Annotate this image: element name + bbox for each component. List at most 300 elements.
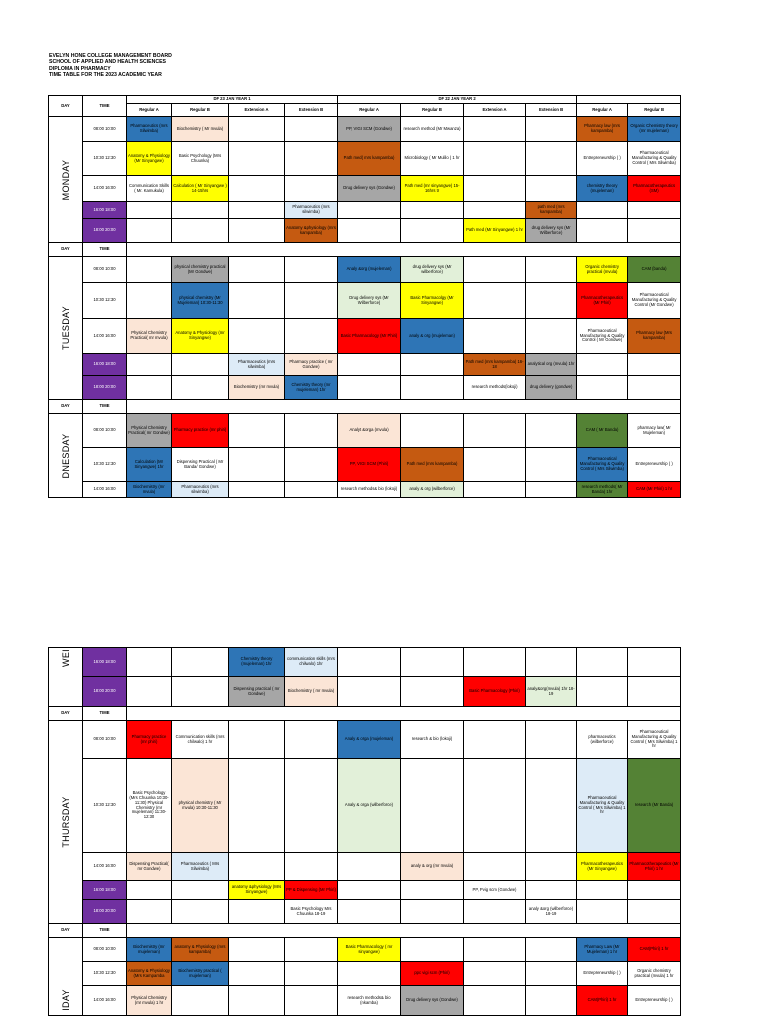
timetable-cell <box>526 482 577 498</box>
timetable-cell: Dispensing practical ( mr Gondwe) <box>229 677 285 707</box>
table-row <box>49 414 681 448</box>
timetable-cell: physical chemistry practical (Mr Gondwe) <box>172 257 229 283</box>
timetable-cell: Pharmacotherapeutics (Mr Phiri) <box>577 283 628 319</box>
timetable-cell: Pharmacotherapeutics (SM) <box>628 176 681 202</box>
timetable-page-2 <box>48 647 681 1016</box>
timetable-cell <box>464 721 526 759</box>
section-divider <box>127 924 681 938</box>
timetable-cell: Analy &org (mujeleman) <box>338 257 401 283</box>
timetable-cell <box>464 900 526 924</box>
timetable-cell <box>628 900 681 924</box>
timetable-cell: Path med (mrs kampamba) 16-18 <box>464 354 526 376</box>
timetable-cell: ppc vigi scm (Phiri) <box>401 962 464 986</box>
timetable-cell <box>229 117 285 142</box>
time-slot: 08:00 10:00 <box>83 117 127 142</box>
table-row <box>49 900 681 924</box>
timetable-cell: Basic Psychology Mrs Chuunka 18-19 <box>285 900 338 924</box>
time-header: TIME <box>83 96 127 117</box>
timetable-cell: chemistry theory (mujeleman) <box>577 176 628 202</box>
timetable-cell: analytical org (mvula) 1hr <box>526 354 577 376</box>
timetable-cell: research methods( Mr Banda) 1hr <box>577 482 628 498</box>
timetable-cell: Pharmacy law (mrs kampamba) <box>577 117 628 142</box>
timetable-cell: Pharmacy practice (mr phiri) <box>127 721 172 759</box>
time-slot: 18:00 20:00 <box>83 376 127 400</box>
timetable-cell <box>401 219 464 243</box>
timetable-cell <box>338 900 401 924</box>
col-regular-a: Regular A <box>577 104 628 117</box>
timetable-cell <box>401 881 464 900</box>
timetable-cell <box>285 117 338 142</box>
timetable-cell: Biochemistry (mr mvula) <box>229 376 285 400</box>
timetable-cell: research methods(lokoji) <box>464 376 526 400</box>
timetable-cell <box>285 482 338 498</box>
col-extension-a: Extension A <box>229 104 285 117</box>
timetable-cell <box>285 448 338 482</box>
timetable-cell <box>229 853 285 881</box>
timetable-cell <box>285 319 338 354</box>
timetable-cell <box>338 853 401 881</box>
time-header: TIME <box>83 243 127 257</box>
timetable-cell <box>464 176 526 202</box>
section-divider <box>127 243 681 257</box>
timetable-cell: Calculation ( Mr Sinyangwe ) 14-15hrs <box>172 176 229 202</box>
col-regular-b: Regular B <box>628 104 681 117</box>
timetable-cell <box>526 283 577 319</box>
time-slot: 18:00 20:00 <box>83 900 127 924</box>
timetable-cell <box>285 853 338 881</box>
timetable-cell: PP, VIGI SCM (Phiri) <box>338 448 401 482</box>
day-label-friday: IDAY <box>49 938 83 1016</box>
timetable-cell: Pharmaceutical Manufacturing & Quality Control (Mr Gondwe) <box>628 283 681 319</box>
timetable-cell: Pharmaceutics ( Mrs Silwimba) <box>172 853 229 881</box>
col-regular-b: Regular B <box>172 104 229 117</box>
time-slot: 14:00 16:00 <box>83 482 127 498</box>
table-row <box>49 219 681 243</box>
time-slot: 18:00 20:00 <box>83 219 127 243</box>
timetable-cell: Pharmacy Law (Mr Mujeleman) 1 hr <box>577 938 628 962</box>
table-row <box>49 142 681 176</box>
timetable-cell <box>526 759 577 853</box>
timetable-cell: pharmacy law( Mr Mujeleman) <box>628 414 681 448</box>
timetable-cell: CAM (Mr Phiri) 1 hr <box>628 482 681 498</box>
timetable-cell <box>229 721 285 759</box>
timetable-cell <box>229 962 285 986</box>
time-slot: 18:00 20:00 <box>83 677 127 707</box>
timetable-cell: Pharmaceutical Manufacturing & Quality Control ( Mrs Silwimba) 1 hr <box>577 759 628 853</box>
timetable-cell <box>172 354 229 376</box>
timetable-cell: Physical Chemistry Practical( mr mvula) <box>127 319 172 354</box>
timetable-cell <box>464 319 526 354</box>
group-year2-header: DF 22 JAN YEAR 2 <box>338 96 577 104</box>
timetable-cell: Entrepreneurship ( ) <box>628 986 681 1016</box>
timetable-cell: Biochemistry ( mr mvula) <box>285 677 338 707</box>
time-slot: 16:00 18:00 <box>83 354 127 376</box>
timetable-cell: analy &org (wilberforce) 18-19 <box>526 900 577 924</box>
timetable-cell <box>526 986 577 1016</box>
table-row <box>49 759 681 853</box>
timetable-cell <box>526 414 577 448</box>
timetable-cell <box>229 938 285 962</box>
table-row <box>49 721 681 759</box>
col-extension-b: Extension B <box>285 104 338 117</box>
timetable-cell <box>172 202 229 219</box>
timetable-cell <box>229 414 285 448</box>
timetable-cell <box>628 219 681 243</box>
timetable-cell <box>628 354 681 376</box>
timetable-cell: Microbiology ( Mr Mulilo ) 1 hr <box>401 142 464 176</box>
timetable-cell: communication skills (mrs chilwalo) 1hr <box>285 648 338 677</box>
timetable-cell: Basic Psychology (Mrs Chuunka 10:30-11:30) Physical Chemistry (mr mujeleman) 11:30-12:30 <box>127 759 172 853</box>
day-label-wednesday-cont: WEI <box>49 648 83 707</box>
timetable-cell <box>628 677 681 707</box>
header-line-2: SCHOOL OF APPLIED AND HEALTH SCIENCES <box>49 59 167 66</box>
timetable-cell <box>285 986 338 1016</box>
timetable-cell <box>285 414 338 448</box>
timetable-cell <box>338 648 401 677</box>
timetable-cell: Pharmaceutics (mrs silwimba) <box>285 202 338 219</box>
timetable-cell <box>229 142 285 176</box>
timetable-cell: Pharmaceutical Manufacturing & Quality Control ( Mrs Silwimba) 1 hr <box>628 721 681 759</box>
timetable-cell <box>464 448 526 482</box>
timetable-cell: Entrepreneurship ( ) <box>577 142 628 176</box>
timetable-cell <box>172 376 229 400</box>
timetable-cell: Analy & orga (wilberforce) <box>338 759 401 853</box>
timetable-cell <box>526 448 577 482</box>
timetable-cell: research method (Mr Mwanza) <box>401 117 464 142</box>
timetable-cell <box>127 354 172 376</box>
timetable-cell: CAM(Phiri) 1 hr <box>628 938 681 962</box>
timetable-cell <box>526 117 577 142</box>
time-slot: 14:00 16:00 <box>83 853 127 881</box>
section-divider <box>127 707 681 721</box>
group-extra-header <box>577 96 681 104</box>
timetable-cell: Communication skills (mrs chilwalo) 1 hr <box>172 721 229 759</box>
timetable-cell: Path med (mr sinyangwe) 15-16hrs tr <box>401 176 464 202</box>
timetable-cell <box>285 759 338 853</box>
document-header <box>49 53 172 78</box>
timetable-cell <box>229 986 285 1016</box>
timetable-cell <box>229 319 285 354</box>
timetable-cell: Chemistry theory (mr mujeleman) 1hr <box>285 376 338 400</box>
time-slot: 08:00 10:00 <box>83 938 127 962</box>
time-slot: 14:00 16:00 <box>83 319 127 354</box>
day-label-thursday: THURSDAY <box>49 721 83 924</box>
timetable-cell <box>127 677 172 707</box>
timetable-cell: Basic Pharmacology ( mr sinyangwe) <box>338 938 401 962</box>
timetable-cell: anatomy &physiology (Mrs Sinyangwe) <box>229 881 285 900</box>
timetable-cell: Physical Chemistry Practical( mr Gondwe) <box>127 414 172 448</box>
timetable-cell: CAM (banda) <box>628 257 681 283</box>
timetable-cell: PP, Pvig scm (Gondwe) <box>464 881 526 900</box>
timetable-cell <box>127 283 172 319</box>
timetable-cell <box>127 376 172 400</box>
timetable-cell: Organic Chemistry theory (mr mujeleman) <box>628 117 681 142</box>
timetable-cell <box>464 257 526 283</box>
timetable-cell <box>401 202 464 219</box>
timetable-cell: pharmaceutics (wilberforce) <box>577 721 628 759</box>
table-row <box>49 202 681 219</box>
timetable-cell <box>285 938 338 962</box>
timetable-cell: CAM ( Mr Banda) <box>577 414 628 448</box>
timetable-cell: Basic Psychology (Mrs Chuunka) <box>172 142 229 176</box>
time-slot: 16:00 18:00 <box>83 202 127 219</box>
timetable-cell: Organic chemistry practical (mvula) <box>577 257 628 283</box>
timetable-cell <box>577 881 628 900</box>
header-line-1: EVELYN HONE COLLEGE MANAGEMENT BOARD <box>49 53 172 59</box>
timetable-cell <box>401 677 464 707</box>
timetable-cell <box>577 202 628 219</box>
timetable-cell <box>229 283 285 319</box>
time-slot: 16:00 18:00 <box>83 648 127 677</box>
timetable-cell <box>172 648 229 677</box>
timetable-cell: physical chemistry (Mr Mujeleman) 10:30-11:30 <box>172 283 229 319</box>
timetable-cell: physical chemistry ( Mr mvula) 10:30-11:30 <box>172 759 229 853</box>
timetable-cell <box>229 257 285 283</box>
time-slot: 10:30 12:30 <box>83 142 127 176</box>
timetable-cell <box>338 677 401 707</box>
col-regular-a: Regular A <box>338 104 401 117</box>
timetable-cell <box>285 962 338 986</box>
timetable-cell: Analyt &orga (mvula) <box>338 414 401 448</box>
timetable-cell <box>526 962 577 986</box>
timetable-cell <box>526 721 577 759</box>
timetable-cell <box>285 257 338 283</box>
timetable-cell <box>526 176 577 202</box>
timetable-cell <box>577 219 628 243</box>
table-row <box>49 962 681 986</box>
timetable-cell: Pharmacy practice (mr phiri) <box>172 414 229 448</box>
timetable-cell: Path med( mrs kampamba) <box>338 142 401 176</box>
timetable-cell <box>628 881 681 900</box>
timetable-cell: Physical Chemistry (mr mvula) 1 hr <box>127 986 172 1016</box>
timetable-cell <box>464 962 526 986</box>
timetable-cell <box>172 900 229 924</box>
day-label-tuesday: TUESDAY <box>49 257 83 400</box>
time-slot: 16:00 18:00 <box>83 881 127 900</box>
table-row <box>49 283 681 319</box>
timetable-cell <box>229 482 285 498</box>
timetable-cell <box>285 283 338 319</box>
col-regular-b: Regular B <box>401 104 464 117</box>
timetable-cell: Calculation (Mr Sinyangwe) 1hr <box>127 448 172 482</box>
table-row <box>49 986 681 1016</box>
timetable-cell <box>285 176 338 202</box>
time-header: TIME <box>83 707 127 721</box>
timetable-cell <box>229 900 285 924</box>
timetable-cell <box>464 648 526 677</box>
timetable-cell <box>526 938 577 962</box>
time-slot: 10:30 12:30 <box>83 448 127 482</box>
timetable-cell: Basic Pharmacolgy (Mr Sinyangwe) <box>401 283 464 319</box>
timetable-cell <box>526 142 577 176</box>
table-row <box>49 648 681 677</box>
timetable-cell <box>526 853 577 881</box>
timetable-cell <box>338 202 401 219</box>
timetable-cell <box>127 900 172 924</box>
timetable-cell: Organic chemistry practical (mvula) 1 hr <box>628 962 681 986</box>
group-year1-header: DF 23 JAN YEAR 1 <box>127 96 338 104</box>
timetable-cell <box>577 900 628 924</box>
day-header: DAY <box>49 924 83 938</box>
table-row <box>49 176 681 202</box>
timetable-cell: Chemistry theory (mujeleman) 1hr <box>229 648 285 677</box>
day-header: DAY <box>49 707 83 721</box>
timetable-cell: anatomy & Physiology (mrs kampamba) <box>172 938 229 962</box>
timetable-cell: analy&org(mvula) 1hr 18-19 <box>526 677 577 707</box>
time-slot: 10:30 12:30 <box>83 962 127 986</box>
timetable-cell: Pharmaceutical Manufacturing & Quality Control ( Mr Gondwe) <box>577 319 628 354</box>
table-row <box>49 881 681 900</box>
timetable-cell <box>401 354 464 376</box>
timetable-cell <box>464 759 526 853</box>
timetable-cell: Biochemistry (mr mujeleman) <box>127 938 172 962</box>
timetable-cell: Basic Pharmacology (Phiri) <box>464 677 526 707</box>
time-slot: 08:00 10:00 <box>83 414 127 448</box>
timetable-cell <box>464 986 526 1016</box>
timetable-cell <box>464 414 526 448</box>
table-row <box>49 448 681 482</box>
timetable-cell: Pharmaceutical Manufacturing & Quality Control ( Mrs Silwimba) <box>577 448 628 482</box>
timetable-cell <box>285 721 338 759</box>
timetable-cell: analy & org (mujeleman) <box>401 319 464 354</box>
timetable-cell: Pharmaceutical Manufacturing & Quality Control ( Mrs Silwimba) <box>628 142 681 176</box>
timetable-cell <box>229 219 285 243</box>
timetable-cell: Pharmacy law (Mrs kampamba) <box>628 319 681 354</box>
time-slot: 10:30 12:30 <box>83 759 127 853</box>
timetable-cell <box>628 648 681 677</box>
time-slot: 14:00 16:00 <box>83 986 127 1016</box>
time-header: TIME <box>83 924 127 938</box>
timetable-cell: drug delivery sys (Mr wilberforce) <box>401 257 464 283</box>
timetable-cell <box>577 648 628 677</box>
header-line-3: DIPLOMA IN PHARMACY <box>49 65 111 72</box>
timetable-cell <box>464 117 526 142</box>
section-divider <box>127 400 681 414</box>
timetable-cell <box>229 759 285 853</box>
day-label-monday: MONDAY <box>49 117 83 243</box>
table-row <box>49 117 681 142</box>
table-row <box>49 376 681 400</box>
timetable-cell: research & bio (lokoji) <box>401 721 464 759</box>
timetable-cell <box>526 648 577 677</box>
timetable-cell <box>577 354 628 376</box>
timetable-cell <box>338 962 401 986</box>
timetable-cell <box>577 677 628 707</box>
timetable-cell <box>127 648 172 677</box>
timetable-cell <box>127 257 172 283</box>
timetable-cell <box>401 938 464 962</box>
timetable-cell <box>285 142 338 176</box>
time-slot: 14:00 16:00 <box>83 176 127 202</box>
time-header: TIME <box>83 400 127 414</box>
timetable-cell <box>172 881 229 900</box>
timetable-cell: Analy & orga (mujeleman) <box>338 721 401 759</box>
time-slot: 08:00 10:00 <box>83 721 127 759</box>
timetable-cell <box>577 376 628 400</box>
timetable-cell: Anatomy & Physiology (mr Sinyangwe) <box>172 319 229 354</box>
timetable-cell <box>401 376 464 400</box>
timetable-cell: Dispensing Practical ( Mr Banda/ Gondwe) <box>172 448 229 482</box>
table-row <box>49 677 681 707</box>
day-header: DAY <box>49 243 83 257</box>
col-extension-b: Extension B <box>526 104 577 117</box>
timetable-cell <box>628 376 681 400</box>
time-slot: 10:30 12:30 <box>83 283 127 319</box>
timetable-cell <box>526 881 577 900</box>
timetable-cell: Basic Pharmacology (Mr Phiri) <box>338 319 401 354</box>
timetable-cell <box>401 414 464 448</box>
timetable-cell: Anatomy & Physiology (Mrs Kampamba <box>127 962 172 986</box>
col-extension-a: Extension A <box>464 104 526 117</box>
timetable-cell: drug delivery (gondwe) <box>526 376 577 400</box>
timetable-cell <box>628 202 681 219</box>
timetable-cell <box>338 219 401 243</box>
timetable-cell <box>464 853 526 881</box>
timetable-cell <box>464 202 526 219</box>
timetable-cell: Biochemistry practical ( mujeleman) <box>172 962 229 986</box>
timetable-cell <box>229 176 285 202</box>
table-row <box>49 257 681 283</box>
header-line-4: TIME TABLE FOR THE 2023 ACADEMIC YEAR <box>49 71 162 78</box>
timetable-cell: Biochemistry ( Mr mvula) <box>172 117 229 142</box>
timetable-cell <box>172 986 229 1016</box>
timetable-cell <box>401 648 464 677</box>
timetable-cell <box>401 759 464 853</box>
timetable-cell: Path med (mrs kampamba) <box>401 448 464 482</box>
table-row <box>49 482 681 498</box>
timetable-cell: Pharmaceutics (mrs Silwimba) <box>127 117 172 142</box>
timetable-cell: Dispensing Practical( mr Gondwe) <box>127 853 172 881</box>
timetable-cell <box>172 677 229 707</box>
timetable-cell: research methods& bio (nkamba) <box>338 986 401 1016</box>
day-label-wednesday: DNESDAY <box>49 414 83 498</box>
timetable-cell: PP, VIGI SCM (Gondwe) <box>338 117 401 142</box>
timetable-cell: Anatomy & Physiology (Mr Sinyangwe) <box>127 142 172 176</box>
timetable-cell: PP & Dispensing (Mr Phiri) <box>285 881 338 900</box>
table-row <box>49 354 681 376</box>
timetable-cell: Communication Skills ( Mr. Kamukula) <box>127 176 172 202</box>
timetable-cell <box>127 219 172 243</box>
timetable-cell: Pharmacotherapeutics (Mr Phiri) 1 hr <box>628 853 681 881</box>
timetable-cell: Pharmacotherapeutics (Mr Sinyangwe) <box>577 853 628 881</box>
col-regular-a: Regular A <box>127 104 172 117</box>
table-row <box>49 938 681 962</box>
timetable-cell: Path med (Mr Sinyangwe) 1 hr <box>464 219 526 243</box>
timetable-cell <box>338 354 401 376</box>
timetable-cell <box>526 319 577 354</box>
timetable-cell: Drug delivery sys (Mr Wilberforce) <box>338 283 401 319</box>
timetable-cell <box>127 202 172 219</box>
table-row <box>49 853 681 881</box>
time-slot: 08:00 10:00 <box>83 257 127 283</box>
timetable-cell: drug delivery sys (Mr Wilberforce) <box>526 219 577 243</box>
timetable-cell: Biochemistry (mr mvula) <box>127 482 172 498</box>
timetable-cell <box>229 202 285 219</box>
timetable-cell: analy & org (mr mvula) <box>401 853 464 881</box>
timetable-cell <box>127 881 172 900</box>
timetable-cell <box>229 448 285 482</box>
timetable-cell <box>401 900 464 924</box>
day-header: DAY <box>49 96 83 117</box>
timetable-cell <box>464 482 526 498</box>
timetable-cell: Pharmacy practice ( mr Gondwe) <box>285 354 338 376</box>
timetable-cell: Pharmaceutics (mrs silwimba) <box>172 482 229 498</box>
timetable-cell: research methods& bio (lokoji) <box>338 482 401 498</box>
timetable-cell: research (Mr Banda) <box>628 759 681 853</box>
timetable-page-1 <box>48 95 681 498</box>
timetable-cell <box>464 142 526 176</box>
timetable-cell <box>464 938 526 962</box>
